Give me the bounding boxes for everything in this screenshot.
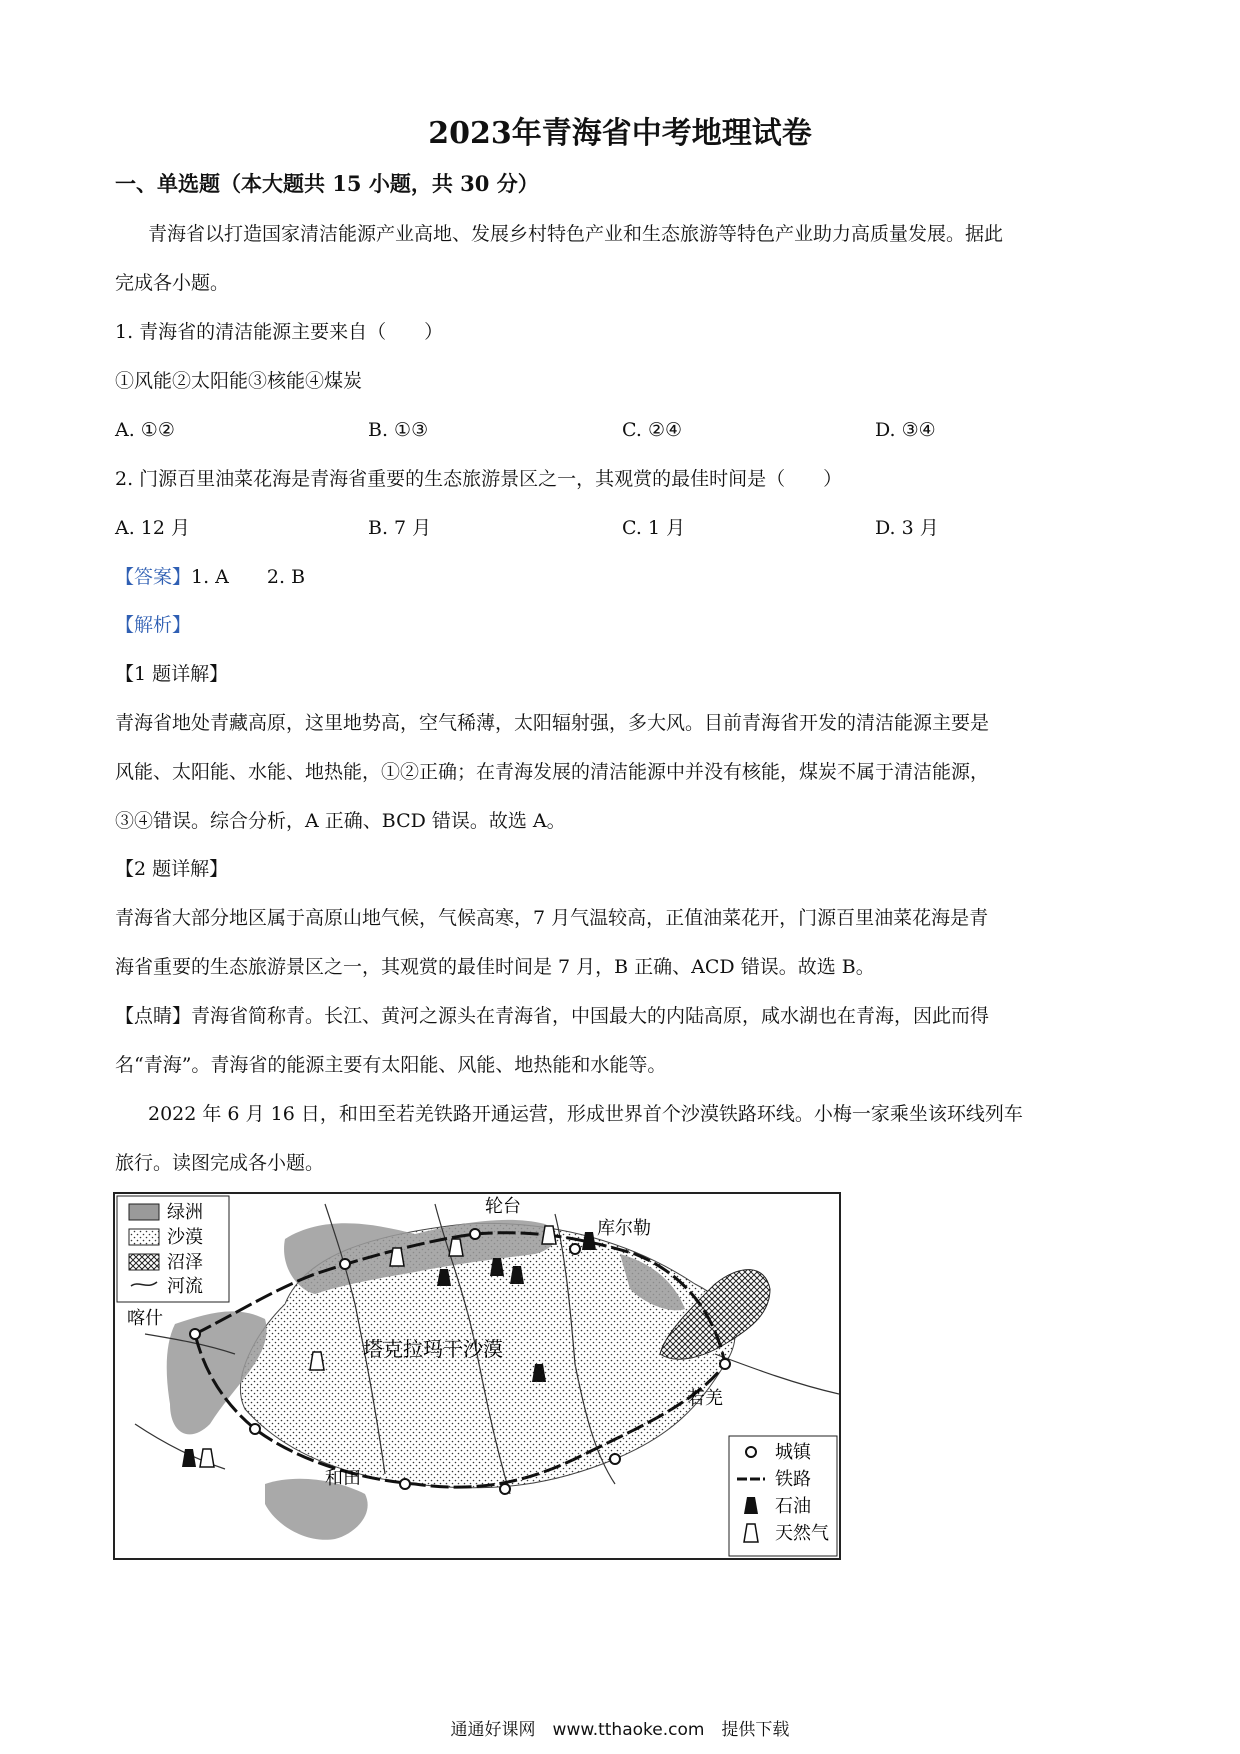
gas-marker-3 [310, 1352, 324, 1370]
d1-line3: ③④错误。综合分析，A 正确、BCD 错误。故选 A。 [115, 810, 566, 832]
intro2-line1: 2022 年 6 月 16 日，和田至若羌铁路开通运营，形成世界首个沙漠铁路环线。小梅一家乘坐该环线列车 [148, 1103, 1023, 1125]
legend-rail-label: 铁路 [775, 1469, 811, 1490]
town-luntai [470, 1229, 480, 1239]
legend-gas-label: 天然气 [775, 1523, 829, 1544]
tarim-railway-map [113, 1192, 841, 1560]
page-title: 2023年青海省中考地理试卷 [428, 116, 812, 151]
legend-swamp-label: 沼泽 [167, 1252, 203, 1273]
town-southeast [610, 1454, 620, 1464]
answer-text: 1. A 2. B [191, 566, 306, 588]
d2-line2: 海省重要的生态旅游景区之一，其观赏的最佳时间是 7 月，B 正确、ACD 错误。故选 B。 [115, 956, 875, 978]
legend-desert-label: 沙漠 [167, 1227, 203, 1248]
intro1-line2: 完成各小题。 [115, 272, 230, 294]
legend-town-swatch [746, 1447, 756, 1457]
label-desert: 塔克拉玛干沙漠 [363, 1337, 503, 1361]
q2-option-a: A. 12 月 [115, 517, 191, 539]
legend-oil-label: 石油 [775, 1496, 811, 1517]
label-ruoqiang: 若羌 [687, 1388, 723, 1409]
oil-marker-5 [582, 1232, 596, 1250]
footer-source: 通通好课网 www.tthaoke.com 提供下载 [450, 1720, 790, 1740]
legend-town-label: 城镇 [775, 1442, 811, 1463]
q1-stem: 1. 青海省的清洁能源主要来自（ ） [115, 321, 444, 343]
tip-line2: 名“青海”。青海省的能源主要有太阳能、风能、地热能和水能等。 [115, 1054, 667, 1076]
answer-label: 【答案】 [115, 566, 192, 588]
intro1-line1: 青海省以打造国家清洁能源产业高地、发展乡村特色产业和生态旅游等特色产业助力高质量发展。据此 [148, 223, 1004, 245]
q1-option-c: C. ②④ [622, 419, 683, 441]
town-kashi [190, 1329, 200, 1339]
q2-option-b: B. 7 月 [368, 517, 432, 539]
legend-river-label: 河流 [167, 1276, 203, 1297]
tip-line1: 【点睛】青海省简称青。长江、黄河之源头在青海省，中国最大的内陆高原，咸水湖也在青海，因此而得 [115, 1005, 990, 1027]
town-kuerle [570, 1244, 580, 1254]
gas-marker-1 [449, 1239, 463, 1256]
gas-marker-5 [390, 1248, 404, 1266]
legend-swamp-swatch [129, 1254, 159, 1270]
q1-option-b: B. ①③ [368, 419, 429, 441]
gas-marker-4 [200, 1449, 214, 1467]
d1-line1: 青海省地处青藏高原，这里地势高，空气稀薄，太阳辐射强，多大风。目前青海省开发的清洁能源主要是 [115, 712, 990, 734]
legend-oasis-label: 绿洲 [167, 1202, 203, 1223]
q1-items: ①风能②太阳能③核能④煤炭 [115, 370, 363, 392]
intro2-line2: 旅行。读图完成各小题。 [115, 1152, 325, 1174]
legend-gas-swatch [744, 1524, 758, 1542]
answer-line [115, 564, 305, 590]
analysis-label: 【解析】 [115, 614, 192, 636]
q2-option-c: C. 1 月 [622, 517, 686, 539]
d2-line1: 青海省大部分地区属于高原山地气候，气候高寒，7 月气温较高，正值油菜花开，门源百里油菜花海是青 [115, 907, 989, 929]
legend-oasis-swatch [129, 1204, 159, 1220]
town-north-mid [340, 1259, 350, 1269]
river-5 [715, 1354, 839, 1394]
label-luntai: 轮台 [485, 1196, 521, 1217]
town-south-mid [500, 1484, 510, 1494]
town-hetian [400, 1479, 410, 1489]
legend-desert-swatch [129, 1229, 159, 1245]
d2-label: 【2 题详解】 [115, 858, 229, 880]
q1-option-d: D. ③④ [875, 419, 936, 441]
d1-label: 【1 题详解】 [115, 663, 229, 685]
town-ruoqiang [720, 1359, 730, 1369]
town-southwest [250, 1424, 260, 1434]
label-kuerle: 库尔勒 [597, 1218, 651, 1239]
q1-option-a: A. ①② [115, 419, 175, 441]
q2-stem: 2. 门源百里油菜花海是青海省重要的生态旅游景区之一，其观赏的最佳时间是（ ） [115, 468, 843, 490]
section-heading: 一、单选题（本大题共 15 小题，共 30 分） [115, 171, 539, 196]
gas-marker-2 [542, 1226, 556, 1244]
label-kashi: 喀什 [127, 1308, 163, 1329]
d1-line2: 风能、太阳能、水能、地热能，①②正确；在青海发展的清洁能源中并没有核能，煤炭不属于清洁能源， [115, 761, 990, 783]
label-hetian: 和田 [325, 1468, 361, 1489]
q2-option-d: D. 3 月 [875, 517, 939, 539]
